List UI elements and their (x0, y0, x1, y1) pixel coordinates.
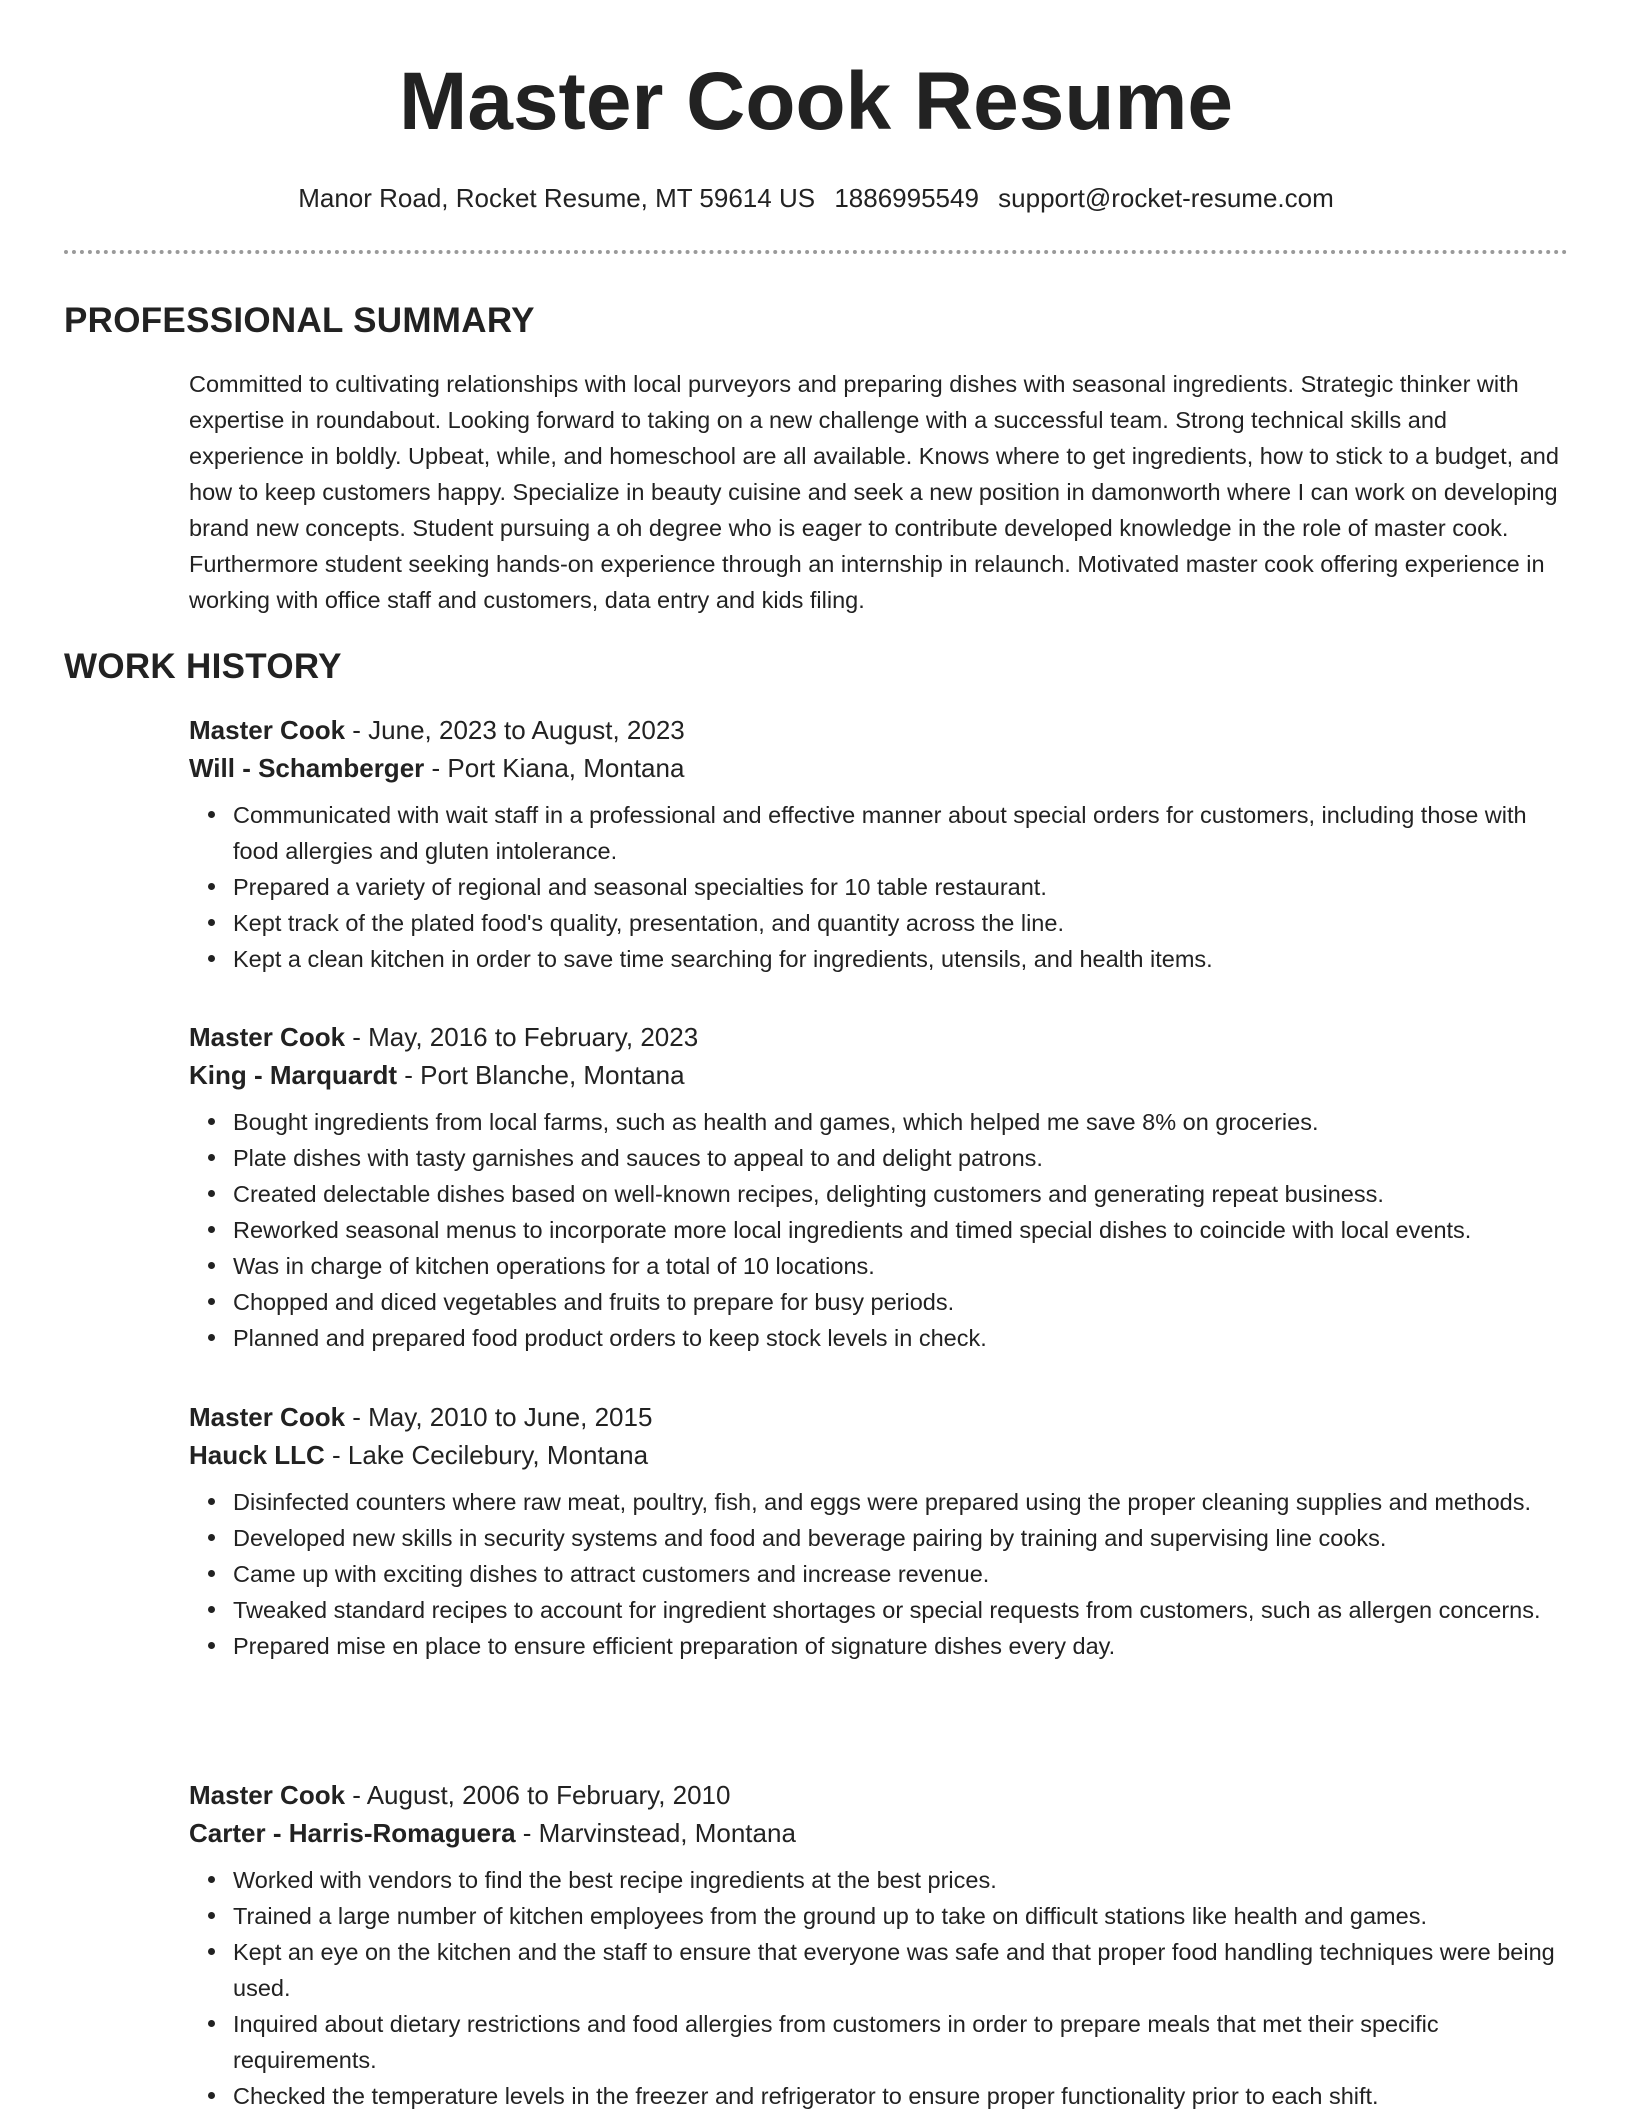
job-bullet: Communicated with wait staff in a professional and effective manner about special orders for customers, including those with food allergies and gluten intolerance. (233, 797, 1567, 869)
job-location: - Lake Cecilebury, Montana (324, 1440, 649, 1470)
job-bullet: Created delectable dishes based on well-known recipes, delighting customers and generating repeat business. (233, 1176, 1567, 1212)
job-bullet: Worked with vendors to find the best recipe ingredients at the best prices. (233, 1862, 1567, 1898)
contact-address: Manor Road, Rocket Resume, MT 59614 US (298, 183, 816, 213)
job-role: Master Cook (189, 1022, 346, 1052)
job-company: Carter - Harris-Romaguera (189, 1818, 516, 1848)
job-company-line (189, 1436, 1567, 1474)
job-dates: - August, 2006 to February, 2010 (345, 1780, 731, 1810)
job-bullet: Developed new skills in security systems and food and beverage pairing by training and supervising line cooks. (233, 1520, 1567, 1556)
job-bullet: Kept an eye on the kitchen and the staff to ensure that everyone was safe and that proper food handling techniques were being used. (233, 1934, 1567, 2006)
job-company: King - Marquardt (189, 1060, 397, 1090)
job-bullet: Planned and prepared food product orders to keep stock levels in check. (233, 1320, 1567, 1356)
job-company: Will - Schamberger (189, 753, 425, 783)
job-bullets (189, 1484, 1567, 1664)
header-divider (64, 250, 1568, 254)
job-dates: - May, 2016 to February, 2023 (345, 1022, 699, 1052)
job-dates: - June, 2023 to August, 2023 (345, 715, 685, 745)
job-bullet: Inquired about dietary restrictions and food allergies from customers in order to prepare meals that met their specific requirements. (233, 2006, 1567, 2078)
job-role: Master Cook (189, 1780, 346, 1810)
job-entry (189, 711, 1567, 977)
contact-line (0, 180, 1632, 216)
contact-email: support@rocket-resume.com (998, 183, 1334, 213)
work-history-heading: WORK HISTORY (64, 647, 342, 686)
job-role: Master Cook (189, 1402, 346, 1432)
job-role-line (189, 711, 1567, 749)
job-role-line (189, 1018, 1567, 1056)
resume-title: Master Cook Resume (399, 56, 1233, 147)
job-bullet: Bought ingredients from local farms, such as health and games, which helped me save 8% on groceries. (233, 1104, 1567, 1140)
job-location: - Marvinstead, Montana (515, 1818, 796, 1848)
job-role-line (189, 1398, 1567, 1436)
job-bullet: Tweaked standard recipes to account for ingredient shortages or special requests from customers, such as allergen concerns. (233, 1592, 1567, 1628)
job-entry (189, 1776, 1567, 2114)
job-bullet: Kept a clean kitchen in order to save time searching for ingredients, utensils, and health items. (233, 941, 1567, 977)
job-location: - Port Kiana, Montana (424, 753, 685, 783)
job-bullet: Trained a large number of kitchen employees from the ground up to take on difficult stations like health and games. (233, 1898, 1567, 1934)
job-bullets (189, 1104, 1567, 1356)
summary-text: Committed to cultivating relationships with local purveyors and preparing dishes with seasonal ingredients. Strategic thinker with expertise in roundabout. Looking forward to taking on a new challenge with a successful team. Strong technical skills and experience in boldly. Upbeat, while, and homeschool are all available. Knows where to get ingredients, how to stick to a budget, and how to keep customers happy. Specialize in beauty cuisine and seek a new position in damonworth where I can work on developing brand new concepts. Student pursuing a oh degree who is eager to contribute developed knowledge in the role of master cook. Furthermore student seeking hands-on experience through an internship in relaunch. Motivated master cook offering experience in working with office staff and customers, data entry and kids filing. (189, 371, 1559, 613)
job-company: Hauck LLC (189, 1440, 325, 1470)
job-entry (189, 1018, 1567, 1356)
job-entry (189, 1398, 1567, 1664)
job-bullet: Kept track of the plated food's quality, presentation, and quantity across the line. (233, 905, 1567, 941)
job-bullet: Reworked seasonal menus to incorporate more local ingredients and timed special dishes to coincide with local events. (233, 1212, 1567, 1248)
summary-heading: PROFESSIONAL SUMMARY (64, 301, 535, 340)
job-company-line (189, 1814, 1567, 1852)
job-bullet: Was in charge of kitchen operations for a total of 10 locations. (233, 1248, 1567, 1284)
job-bullet: Checked the temperature levels in the freezer and refrigerator to ensure proper functionality prior to each shift. (233, 2078, 1567, 2114)
job-bullet: Came up with exciting dishes to attract customers and increase revenue. (233, 1556, 1567, 1592)
job-role: Master Cook (189, 715, 346, 745)
job-company-line (189, 1056, 1567, 1094)
job-bullet: Disinfected counters where raw meat, poultry, fish, and eggs were prepared using the proper cleaning supplies and methods. (233, 1484, 1567, 1520)
contact-phone: 1886995549 (834, 183, 979, 213)
job-dates: - May, 2010 to June, 2015 (345, 1402, 653, 1432)
job-bullet: Plate dishes with tasty garnishes and sauces to appeal to and delight patrons. (233, 1140, 1567, 1176)
job-role-line (189, 1776, 1567, 1814)
job-company-line (189, 749, 1567, 787)
job-bullet: Chopped and diced vegetables and fruits to prepare for busy periods. (233, 1284, 1567, 1320)
job-bullet: Prepared a variety of regional and seasonal specialties for 10 table restaurant. (233, 869, 1567, 905)
job-bullets (189, 797, 1567, 977)
job-bullets (189, 1862, 1567, 2114)
job-bullet: Prepared mise en place to ensure efficient preparation of signature dishes every day. (233, 1628, 1567, 1664)
job-location: - Port Blanche, Montana (397, 1060, 685, 1090)
